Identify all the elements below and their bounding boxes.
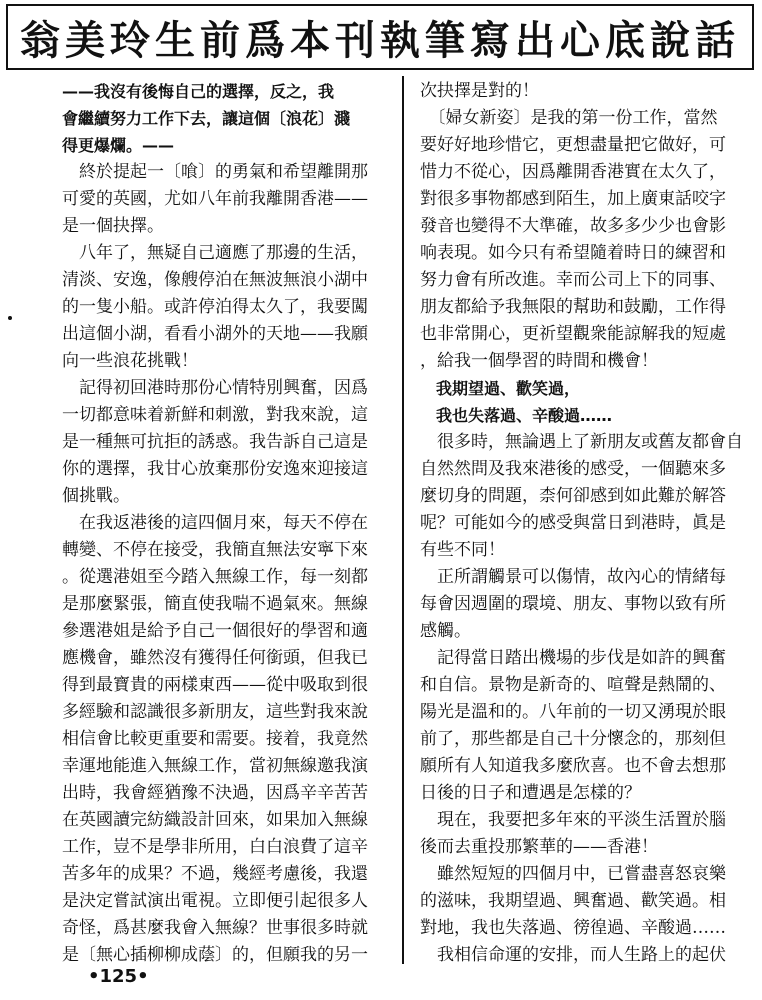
- text-line: 我期望過、歡笑過，: [420, 379, 581, 398]
- text-line: 記得初回港時那份心情特別興奮，因爲: [62, 378, 368, 398]
- text-line: 有些不同！: [420, 540, 505, 560]
- text-line: ——我沒有後悔自己的選擇，反之，我: [62, 82, 335, 101]
- text-line: 相信會比較更重要和需要。接着，我竟然: [62, 729, 368, 749]
- text-line: 個挑戰。: [62, 486, 130, 506]
- text-line: 奇怪，爲甚麼我會入無線？世事很多時就: [62, 918, 368, 938]
- text-line: 願所有人知道我多麼欣喜。也不會去想那: [420, 756, 726, 776]
- text-line: 我也失落過、辛酸過……: [420, 406, 613, 425]
- text-line: 感觸。: [420, 621, 471, 641]
- text-line: 得更爆爛。——: [62, 136, 175, 155]
- text-line: 呢？可能如今的感受與當日到港時，眞是: [420, 513, 726, 533]
- column-divider: [402, 76, 404, 964]
- text-line: 每會因週圍的環境、朋友、事物以致有所: [420, 594, 726, 614]
- text-line: 你的選擇，我甘心放棄那份安逸來迎接這: [62, 459, 368, 479]
- text-line: 苦多年的成果？不過，幾經考慮後，我還: [62, 864, 368, 884]
- text-line: 自然然問及我來港後的感受，一個聽來多: [420, 459, 726, 479]
- text-line: 日後的日子和遭遇是怎樣的？: [420, 783, 641, 803]
- text-line: 的滋味，我期望過、興奮過、歡笑過。相: [420, 891, 726, 911]
- text-line: 後而去重投那繁華的——香港！: [420, 837, 658, 857]
- text-line: 工作，豈不是學非所用，白白浪費了這辛: [62, 837, 368, 857]
- text-line: 的一隻小船。或許停泊得太久了，我要闖: [62, 297, 368, 317]
- text-line: 是一種無可抗拒的誘惑。我告訴自己這是: [62, 432, 368, 452]
- text-line: 要好好地珍惜它，更想盡量把它做好，可: [420, 135, 726, 155]
- text-line: 對很多事物都感到陌生，加上廣東話咬字: [420, 189, 726, 209]
- text-line: 是〔無心插柳柳成蔭〕的，但願我的另一: [62, 945, 368, 965]
- text-line: 多經驗和認識很多新朋友，這些對我來說: [62, 702, 368, 722]
- text-line: 出這個小湖，看看小湖外的天地——我願: [62, 324, 368, 344]
- text-line: 正所謂觸景可以傷情，故內心的情緒每: [420, 567, 726, 587]
- text-line: 八年了，無疑自己適應了那邊的生活，: [62, 243, 368, 263]
- text-line: 終於提起一〔喰〕的勇氣和希望離開那: [62, 162, 368, 182]
- text-line: 記得當日踏出機場的步伐是如許的興奮: [420, 648, 726, 668]
- text-line: 是決定嘗試演出電視。立即便引起很多人: [62, 891, 368, 911]
- text-line: 出時，我會經猶豫不決過，因爲辛辛苦苦: [62, 783, 368, 803]
- text-line: 雖然短短的四個月中，已嘗盡喜怒哀樂: [420, 864, 726, 884]
- text-line: 參選港姐是給予自己一個很好的學習和適: [62, 621, 368, 641]
- left-column: [62, 78, 398, 969]
- text-line: 响表現。如今只有希望隨着時日的練習和: [420, 243, 726, 263]
- text-line: 現在，我要把多年來的平淡生活置於腦: [420, 810, 726, 830]
- print-speck: [8, 316, 12, 320]
- text-line: 和自信。景物是新奇的、喧聲是熱鬧的、: [420, 675, 726, 695]
- text-line: 在英國讀完紡織設計回來，如果加入無線: [62, 810, 368, 830]
- text-line: 麼切身的問題，柰何卻感到如此難於解答: [420, 486, 726, 506]
- text-line: 會繼續努力工作下去，讓這個〔浪花〕濺: [62, 109, 351, 128]
- text-line: 努力會有所改進。幸而公司上下的同事、: [420, 270, 726, 290]
- text-line: 發音也變得不大準確，故多多少少也會影: [420, 216, 726, 236]
- text-line: 惜力不從心，因爲離開香港實在太久了，: [420, 162, 726, 182]
- text-line: 很多時，無論遇上了新朋友或舊友都會自: [420, 432, 743, 452]
- page-number: •125•: [88, 966, 149, 987]
- text-line: 在我返港後的這四個月來，每天不停在: [62, 513, 368, 533]
- text-line: 可愛的英國，尤如八年前我離開香港——: [62, 189, 368, 209]
- title-box: [6, 4, 754, 70]
- text-line: 前了，那些都是自己十分懷念的，那刻但: [420, 729, 726, 749]
- text-line: 向一些浪花挑戰！: [62, 351, 198, 371]
- text-line: 朋友都給予我無限的幫助和鼓勵，工作得: [420, 297, 726, 317]
- text-line: 是那麼緊張，簡直使我喘不過氣來。無線: [62, 594, 368, 614]
- text-line: 轉變、不停在接受，我簡直無法安寧下來: [62, 540, 368, 560]
- text-line: 對地，我也失落過、徬徨過、辛酸過……: [420, 918, 726, 938]
- text-line: 陽光是溫和的。八年前的一切又湧現於眼: [420, 702, 726, 722]
- right-column: [420, 78, 750, 969]
- text-line: ，給我一個學習的時間和機會！: [420, 351, 658, 371]
- text-line: 。從選港姐至今踏入無線工作，每一刻都: [62, 567, 368, 587]
- text-line: 得到最寶貴的兩樣東西——從中吸取到很: [62, 675, 368, 695]
- text-line: 清淡、安逸，像艘停泊在無波無浪小湖中: [62, 270, 368, 290]
- text-line: 是一個抉擇。: [62, 216, 164, 236]
- text-line: 次抉擇是對的！: [420, 81, 539, 101]
- text-line: 幸運地能進入無線工作，當初無線邀我演: [62, 756, 368, 776]
- text-line: 也非常開心，更祈望觀衆能諒解我的短處: [420, 324, 726, 344]
- text-line: 一切都意味着新鮮和刺激，對我來說，這: [62, 405, 368, 425]
- text-line: 〔婦女新姿〕是我的第一份工作，當然: [420, 108, 718, 128]
- text-line: 應機會，雖然沒有獲得任何銜頭，但我已: [62, 648, 368, 668]
- page-title: 翁美玲生前爲本刊執筆寫出心底說話: [20, 16, 740, 64]
- text-line: 我相信命運的安排，而人生路上的起伏: [420, 945, 726, 965]
